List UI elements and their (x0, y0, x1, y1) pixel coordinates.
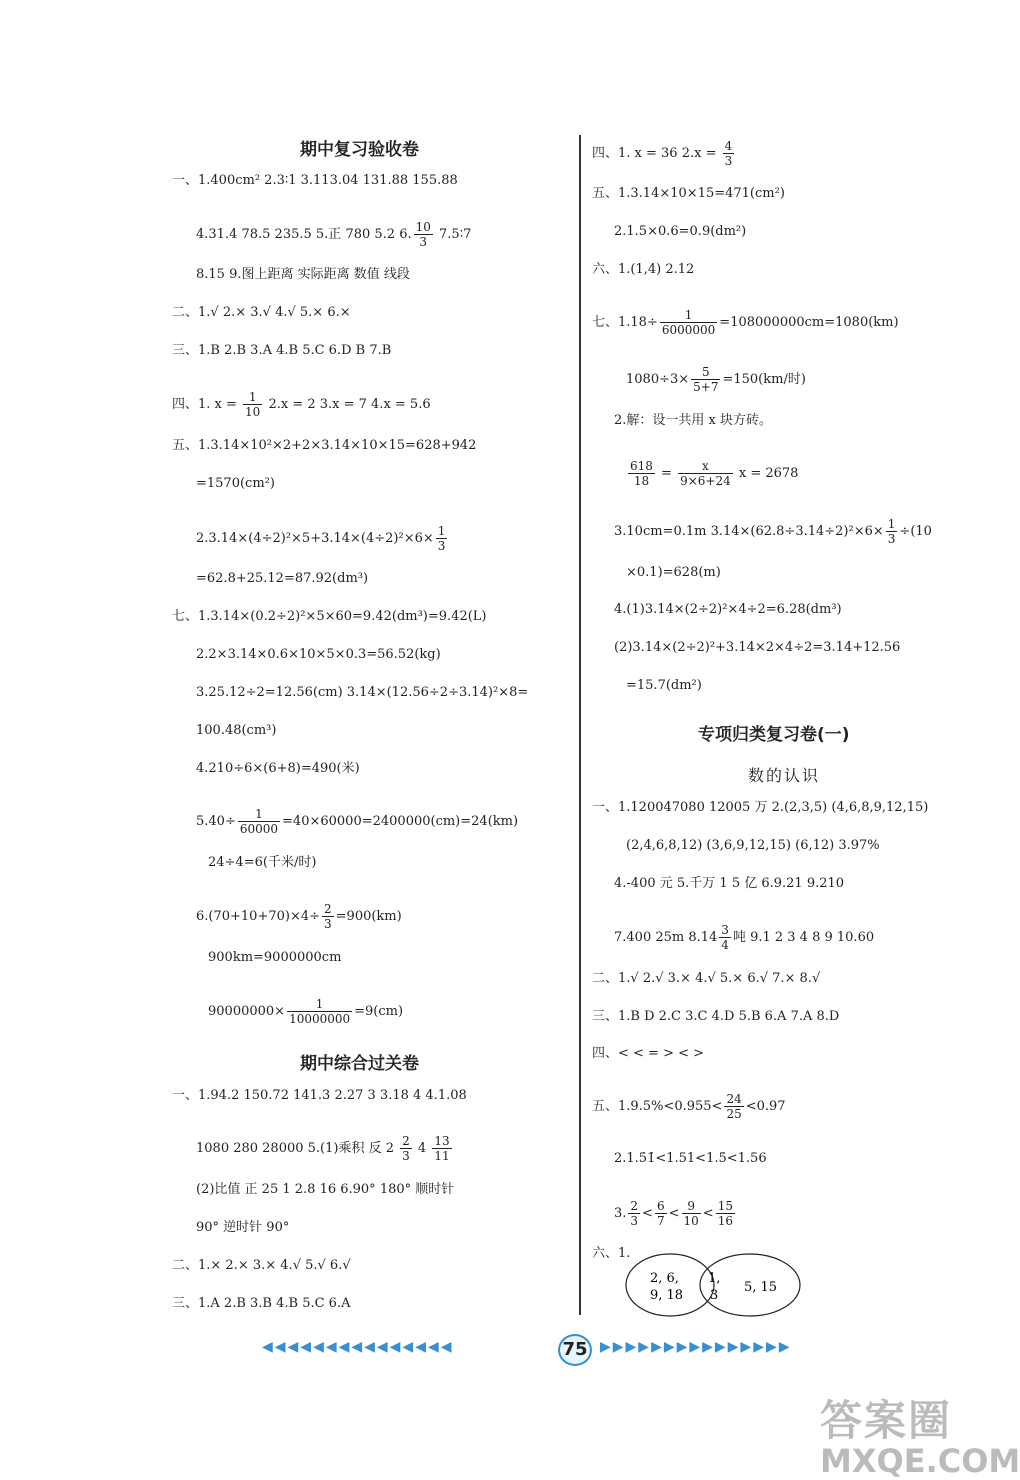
answer-line: 五、1.9.5%<0.955< $\frac{24}{25}$ <0.97 (592, 1092, 786, 1121)
fraction-denominator: 3 (630, 1214, 639, 1228)
answer-line: 90° 逆时针 90° (196, 1220, 290, 1235)
answer-line: (2)比值 正 25 1 2.8 16 6.90° 180° 顺时针 (196, 1182, 455, 1197)
answer-line: 4.31.4 78.5 235.5 5.正 780 5.2 6. $\frac{10}{3}$ 7.5∶7 (196, 220, 472, 249)
fraction-denominator: 11 (434, 1149, 450, 1163)
fraction-denominator: 10 (683, 1214, 699, 1228)
fraction-denominator: 25 (726, 1107, 742, 1121)
fraction-denominator: 18 (633, 474, 650, 488)
fraction (719, 923, 731, 952)
fraction-numerator: 1 (437, 524, 446, 538)
fraction (238, 807, 280, 836)
fraction (322, 902, 334, 931)
answer-line: 1080 280 28000 5.(1)乘积 反 2 $\frac{2}{3}$ 4 $\frac{13}{11}$ (196, 1134, 450, 1163)
left-arrow-decoration: ◀◀◀◀◀◀◀◀◀◀◀◀◀◀◀ (262, 1339, 454, 1355)
answer-line: 5.40÷ $\frac{1}{60000}$ =40×60000=2400000(cm)=24(km) (196, 807, 519, 836)
answer-line: 四、1. x = 36 2.x = $\frac{4}{3}$ (592, 139, 733, 168)
answer-line: 4.(1)3.14×(2÷2)²×4÷2=6.28(dm³) (614, 602, 842, 617)
answer-line: 2.1.5̇1̇<1.51<1.5̇<1.56 (614, 1151, 767, 1166)
fraction (243, 390, 262, 419)
venn-left-text-2: 9, 18 (650, 1288, 684, 1303)
fraction-numerator: 618 (630, 459, 653, 473)
fraction-denominator: 3 (419, 235, 428, 249)
fraction (682, 1199, 701, 1228)
fraction-numerator: 1 (887, 517, 896, 531)
answer-line: 二、1.√ 2.√ 3.× 4.√ 5.× 6.√ 7.× 8.√ (592, 971, 821, 986)
answer-line: 三、1.B D 2.C 3.C 4.D 5.B 6.A 7.A 8.D (592, 1009, 840, 1024)
answer-line: 七、1.18÷ $\frac{1}{6000000}$ =108000000cm=1080(km) (592, 308, 899, 337)
fraction (723, 139, 735, 168)
answer-line: 2.1.5×0.6=0.9(dm²) (614, 224, 747, 239)
fraction-denominator: 6000000 (661, 323, 716, 337)
section-title-midterm-comprehensive: 期中综合过关卷 (300, 1054, 419, 1074)
fraction (691, 365, 720, 394)
venn-right-text: 5, 15 (744, 1280, 778, 1295)
fraction-denominator: 10 (245, 405, 261, 419)
fraction (432, 1134, 451, 1163)
fraction-numerator: 2 (630, 1199, 639, 1213)
answer-line: =1570(cm²) (196, 476, 275, 491)
fraction-numerator: 13 (434, 1134, 450, 1148)
right-arrow-decoration: ▶▶▶▶▶▶▶▶▶▶▶▶▶▶▶ (600, 1339, 792, 1355)
answer-line: (2,4,6,8,12) (3,6,9,12,15) (6,12) 3.97% (626, 838, 880, 853)
answer-line: 6.(70+10+70)×4÷ $\frac{2}{3}$ =900(km) (196, 902, 402, 931)
answer-line: 四、< < = > < > (592, 1046, 705, 1061)
fraction (400, 1134, 412, 1163)
fraction-denominator: 5+7 (693, 380, 719, 394)
answer-line: 2.3.14×(4÷2)²×5+3.14×(4÷2)²×6× $\frac{1}{3}$ (196, 524, 446, 553)
fraction (724, 1092, 743, 1121)
fraction-numerator: 15 (717, 1199, 733, 1213)
fraction-denominator: 3 (724, 154, 733, 168)
fraction-numerator: 4 (724, 139, 733, 153)
answer-line: 一、1.400cm² 2.3∶1 3.113.04 131.88 155.88 (172, 173, 458, 188)
fraction (660, 308, 717, 337)
answer-line: 一、1.120047080 12005 万 2.(2,3,5) (4,6,8,9,12,15) (592, 800, 929, 815)
answer-line: 4.-400 元 5.千万 1 5 亿 6.9.21 9.210 (614, 876, 845, 891)
fraction-denominator: 10000000 (289, 1012, 351, 1026)
fraction-numerator: 1 (243, 390, 262, 405)
fraction-numerator: 6 (656, 1199, 665, 1213)
fraction (655, 1199, 667, 1228)
fraction-numerator: 1 (238, 807, 280, 822)
fraction-numerator: 9 (682, 1199, 701, 1214)
fraction-denominator: 7 (656, 1214, 665, 1228)
venn-mid-text-1: 1, (708, 1271, 721, 1286)
answer-line: 900km=9000000cm (208, 950, 342, 965)
answer-line: 二、1.√ 2.× 3.√ 4.√ 5.× 6.× (172, 305, 351, 320)
fraction-denominator: 3 (402, 1149, 410, 1163)
section-subtitle-number-recognition: 数的认识 (748, 766, 821, 785)
answer-line: 1080÷3× $\frac{5}{5+7}$ =150(km/时) (626, 365, 806, 394)
fraction-numerator: 1 (660, 308, 717, 323)
fraction (287, 997, 352, 1026)
fraction-numerator: 1 (287, 997, 352, 1012)
fraction-denominator: 3 (887, 532, 896, 546)
answer-line: 4.210÷6×(6+8)=490(米) (196, 761, 360, 776)
answer-line: 四、1. x = $\frac{1}{10}$ 2.x = 2 3.x = 7 4.x = 5.6 (172, 390, 431, 419)
answer-line: 8.15 9.图上距离 实际距离 数值 线段 (196, 267, 410, 282)
answer-line: 3. $\frac{2}{3}$ < $\frac{6}{7}$ < $\frac{9}{10}$ < $\frac{15}{16}$ (614, 1199, 733, 1228)
fraction-denominator: 3 (324, 917, 332, 931)
answer-line: 二、1.× 2.× 3.× 4.√ 5.√ 6.√ (172, 1258, 351, 1273)
answer-line: 3.10cm=0.1m 3.14×(62.8÷3.14÷2)²×6× $\frac{1}{3}$ ÷(10 (614, 517, 932, 546)
answer-line: 2.2×3.14×0.6×10×5×0.3=56.52(kg) (196, 647, 441, 662)
fraction-numerator: 2 (402, 1134, 410, 1148)
answer-line: =62.8+25.12=87.92(dm³) (196, 571, 369, 586)
fraction-denominator: 16 (717, 1214, 733, 1228)
answer-line: =15.7(dm²) (626, 678, 702, 693)
answer-line: 7.400 25m 8.14 $\frac{3}{4}$ 吨 9.1 2 3 4 8 9 10.60 (614, 923, 875, 952)
page-footer (262, 1334, 892, 1362)
watermark-url: MXQE.COM (820, 1442, 1020, 1480)
answer-line: 五、1.3.14×10×15=471(cm²) (592, 186, 785, 201)
answer-line: 三、1.B 2.B 3.A 4.B 5.C 6.D B 7.B (172, 343, 392, 358)
answer-line: 3.25.12÷2=12.56(cm) 3.14×(12.56÷2÷3.14)²×8= (196, 685, 529, 700)
fraction (886, 517, 898, 546)
page-number: 75 (558, 1334, 592, 1366)
answer-line: 六、1. (592, 1246, 631, 1261)
fraction (678, 459, 733, 488)
fraction-numerator: 3 (721, 923, 729, 937)
section-title-midterm-review: 期中复习验收卷 (300, 140, 419, 160)
fraction-numerator: 24 (726, 1092, 742, 1106)
watermark-logo (820, 1388, 1020, 1480)
answer-line: 100.48(cm³) (196, 723, 277, 738)
answer-line: (2)3.14×(2÷2)²+3.14×2×4÷2=3.14+12.56 (614, 640, 901, 655)
fraction-denominator: 4 (721, 938, 729, 952)
answer-line: 三、1.A 2.B 3.B 4.B 5.C 6.A (172, 1296, 351, 1311)
fraction (628, 459, 655, 488)
venn-mid-text-2: 3 (710, 1288, 719, 1303)
answer-line: 五、1.3.14×10²×2+2×3.14×10×15=628+942 (172, 438, 477, 453)
answer-line: 90000000× $\frac{1}{10000000}$ =9(cm) (208, 997, 404, 1026)
answer-line: 2.解：设一共用 x 块方砖。 (614, 413, 772, 428)
answer-line: 七、1.3.14×(0.2÷2)²×5×60=9.42(dm³)=9.42(L) (172, 609, 487, 624)
answer-line: $\frac{618}{18}$ = $\frac{x}{9\times 6+24}$ x = 2678 (630, 459, 799, 488)
fraction (436, 524, 448, 553)
section-title-special-review: 专项归类复习卷(一) (698, 725, 850, 745)
fraction (628, 1199, 640, 1228)
fraction-numerator: 10 (415, 220, 431, 234)
answer-line: ×0.1)=628(m) (626, 565, 721, 580)
answer-line: 24÷4=6(千米/时) (208, 855, 317, 870)
venn-diagram (622, 1250, 807, 1320)
fraction (414, 220, 433, 249)
column-divider (579, 135, 581, 1315)
fraction-denominator: 3 (437, 539, 446, 553)
answer-line: 六、1.(1,4) 2.12 (592, 262, 695, 277)
fraction (716, 1199, 735, 1228)
fraction-numerator: 5 (691, 365, 720, 380)
watermark-text: 答案圈 (820, 1396, 953, 1445)
fraction-denominator: 60000 (239, 822, 279, 836)
fraction-denominator: 9×6+24 (680, 474, 731, 488)
fraction-numerator: 2 (324, 902, 332, 916)
fraction-numerator: x (678, 459, 733, 474)
venn-left-text-1: 2, 6, (650, 1271, 679, 1286)
answer-line: 一、1.94.2 150.72 141.3 2.27 3 3.18 4 4.1.08 (172, 1088, 467, 1103)
